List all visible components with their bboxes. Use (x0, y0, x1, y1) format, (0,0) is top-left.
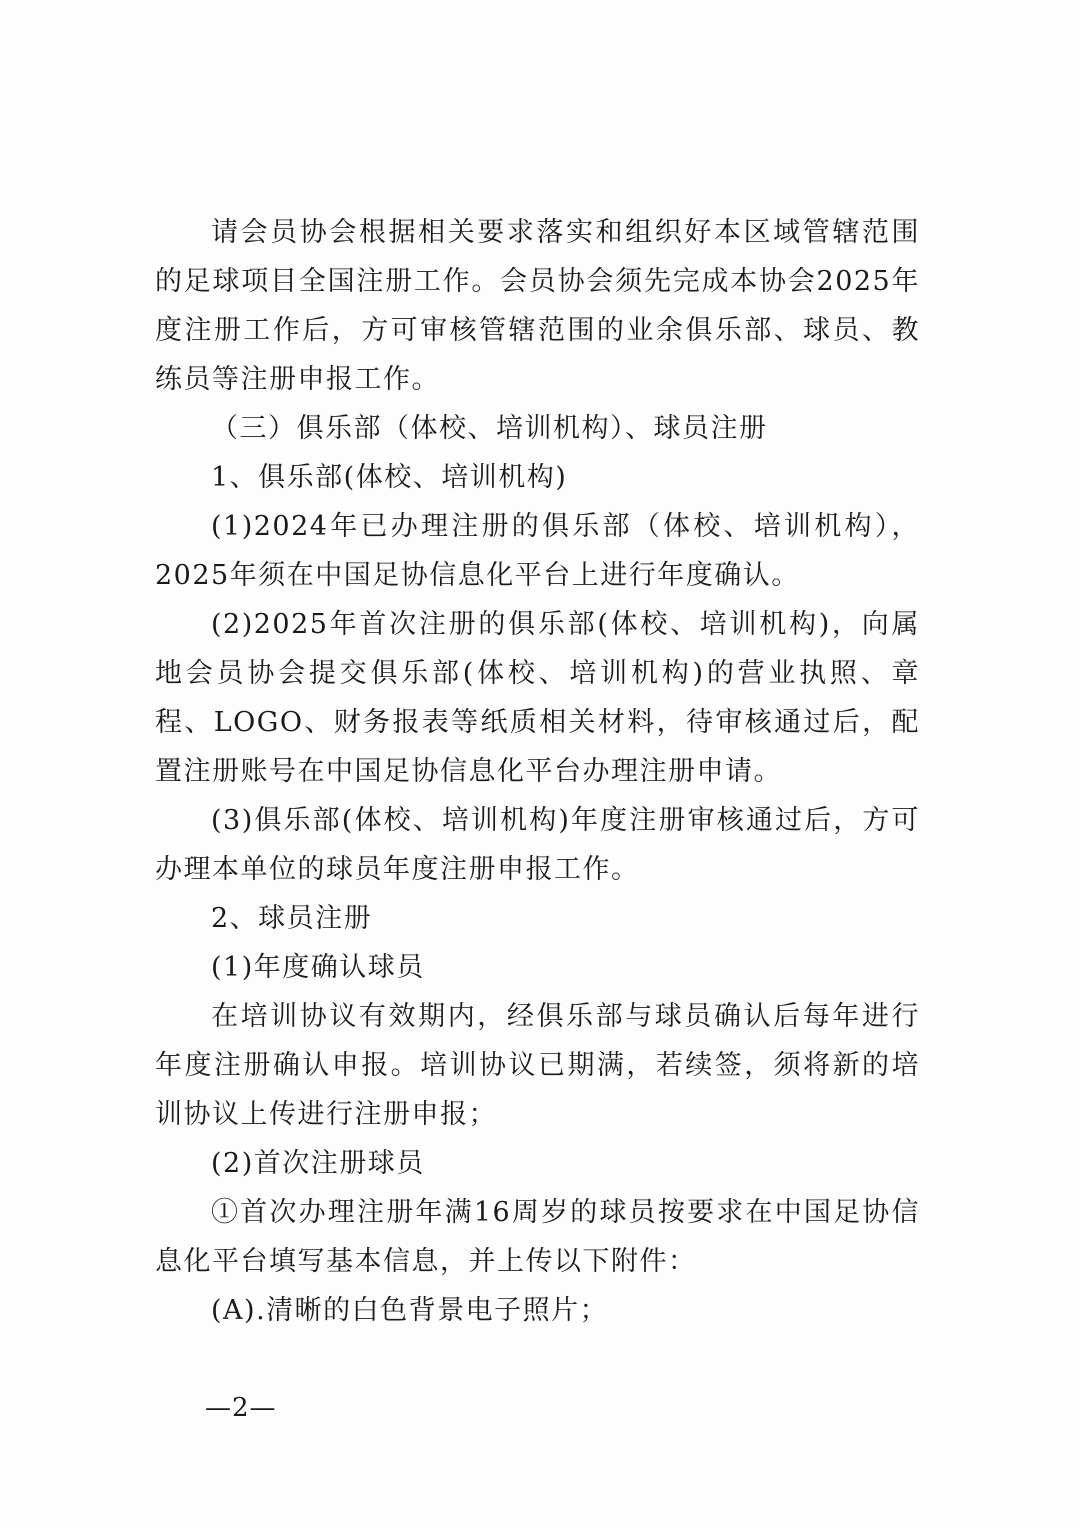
paragraph-training-agreement: 在培训协议有效期内，经俱乐部与球员确认后每年进行年度注册确认申报。培训协议已期满，若续签，须将新的培训协议上传进行注册申报； (155, 1001, 920, 1130)
subheading-annual-confirmation: (1)年度确认球员 (211, 952, 425, 983)
paragraph-club-item-3: (3)俱乐部(体校、培训机构)年度注册审核通过后，方可办理本单位的球员年度注册申报工作。 (155, 805, 920, 885)
section-heading-club-player-registration: （三）俱乐部（体校、培训机构）、球员注册 (211, 413, 768, 444)
paragraph-member-association-notice: 请会员协会根据相关要求落实和组织好本区域管辖范围的足球项目全国注册工作。会员协会须先完成本协会2025年度注册工作后，方可审核管辖范围的业余俱乐部、球员、教练员等注册申报工作。 (155, 217, 920, 395)
paragraph-club-item-1: (1)2024年已办理注册的俱乐部（体校、培训机构），2025年须在中国足协信息化平台上进行年度确认。 (155, 511, 920, 591)
subheading-club: 1、俱乐部(体校、培训机构) (211, 462, 568, 493)
list-item-photo: (A).清晰的白色背景电子照片； (211, 1295, 609, 1326)
page-number: —2— (205, 1393, 277, 1423)
paragraph-club-item-2: (2)2025年首次注册的俱乐部(体校、培训机构)，向属地会员协会提交俱乐部(体校、培训机构)的营业执照、章程、LOGO、财务报表等纸质相关材料，待审核通过后，配置注册账号在中国足协信息化平台办理注册申请。 (155, 609, 920, 787)
subheading-first-registration: (2)首次注册球员 (211, 1148, 425, 1179)
subheading-player-registration: 2、球员注册 (211, 903, 373, 934)
paragraph-first-registration-16: ①首次办理注册年满16周岁的球员按要求在中国足协信息化平台填写基本信息，并上传以下附件： (155, 1197, 920, 1277)
